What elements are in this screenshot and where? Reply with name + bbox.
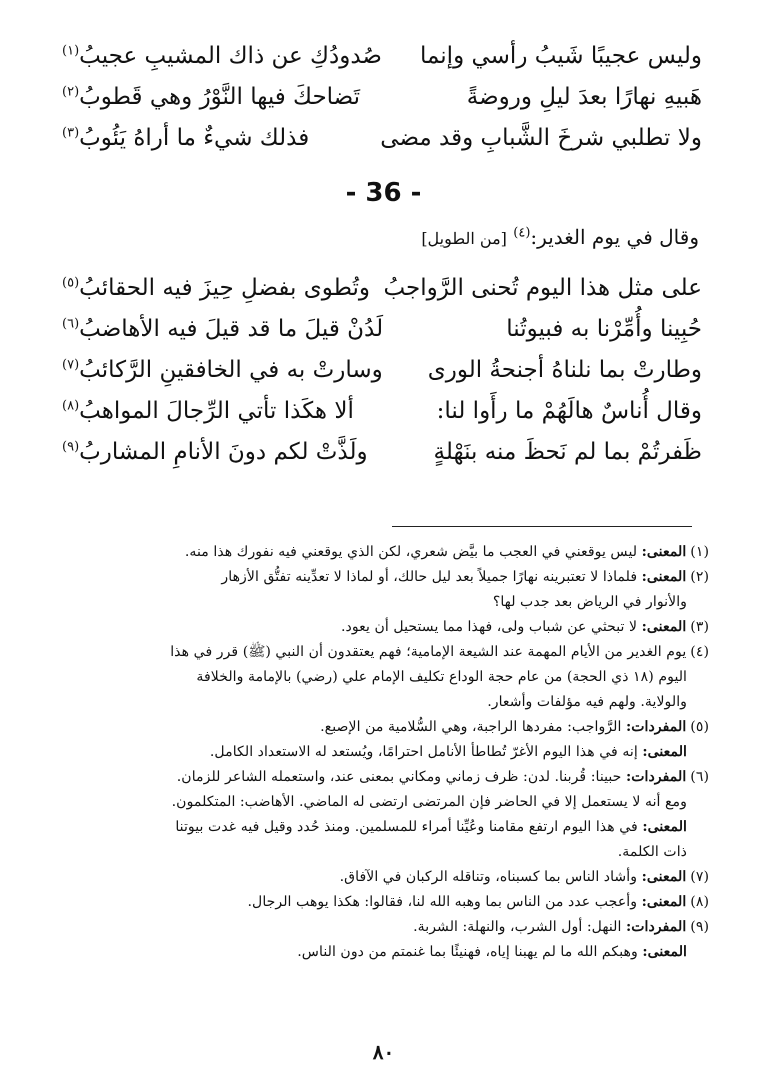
verse: [62, 311, 702, 352]
footnote-text: في هذا اليوم ارتفع مقامنا وعُيِّنا أمراء للمسلمين. ومنذ حُدد وقيل فيه غدت بيوتنا: [175, 819, 638, 835]
footnote-ref: (١): [62, 43, 80, 59]
footnote-ref: (٥): [62, 275, 80, 291]
footnote-ref: (٨): [62, 398, 80, 414]
footnote-text: لا تبحثي عن شباب ولى، فهذا مما يستحيل أن يعود.: [341, 619, 638, 635]
footnote-text: ليس يوقعني في العجب ما بيَّض شعري، لكن الذي يوقعني فيه نفورك هذا منه.: [184, 544, 638, 560]
footnote-ref: (٩): [62, 439, 80, 455]
footnote-continuation: [59, 790, 709, 815]
footnote-text: ذات الكلمة.: [617, 844, 687, 860]
hemistich-second: [62, 311, 392, 347]
footnote-text: اليوم (١٨ ذي الحجة) من عام حجة الوداع تكليف الإمام علي (رضي) بالإمامة والخلافة: [196, 669, 687, 685]
footnote: [59, 890, 709, 915]
footnote: [59, 540, 709, 565]
footnote-number: (٦): [690, 769, 709, 785]
verse: [62, 120, 702, 161]
footnote-continuation: [59, 840, 709, 865]
footnote-number: (٥): [690, 719, 709, 735]
footnote-label: المعنى:: [641, 869, 687, 885]
footnote-text: ومع أنه لا يستعمل إلا في الحاضر فإن المرتضى ارتضى له الماضي. الأهاضب: المتكلمون.: [171, 794, 687, 810]
footnote-ref: (٣): [62, 125, 80, 141]
verses-top: [62, 38, 702, 161]
hemistich-second: [62, 352, 392, 388]
hemistich-text: ولَذَّتْ لكم دونَ الأنامِ المشاربُ: [79, 439, 368, 465]
footnote-number: (٧): [690, 869, 709, 885]
footnote-label: المعنى:: [641, 894, 687, 910]
footnote: [59, 615, 709, 640]
footnote-ref: (٤): [513, 225, 531, 241]
hemistich-second: [62, 120, 392, 156]
hemistich-text: وتُطوى بفضلِ حِيزَ فيه الحقائبُ: [79, 275, 371, 301]
footnote-label: المعنى:: [642, 944, 687, 960]
footnote-label: المفردات:: [625, 919, 687, 935]
page-number: ٨٠: [372, 1040, 395, 1064]
footnote-text: يوم الغدير من الأيام المهمة عند الشيعة الإمامية؛ فهم يعتقدون أن النبي (ﷺ) قرر في هذا: [170, 644, 687, 660]
footnote-number: (٢): [690, 569, 709, 585]
verses-main: [62, 270, 702, 475]
footnote-label: المفردات:: [625, 719, 687, 735]
footnote: [59, 915, 709, 940]
footnote-text: وهبكم الله ما لم يهبنا إياه، فهنيئًا بما غنمتم من دون الناس.: [297, 944, 638, 960]
hemistich-first: ظَفرتُمْ بما لم نَحظَ منه بنَهْلةٍ: [433, 439, 702, 465]
meter-label: [من الطويل]: [421, 229, 507, 248]
footnote-label: المعنى:: [642, 744, 687, 760]
hemistich-second: [62, 393, 392, 429]
footnote-label: المعنى:: [641, 569, 687, 585]
footnote-label: المعنى:: [641, 544, 687, 560]
hemistich-text: ألا هكَذا تأتي الرِّجالَ المواهبُ: [79, 398, 354, 424]
footnote-ref: (٢): [62, 84, 80, 100]
verse: [62, 270, 702, 311]
footnote-number: (٣): [690, 619, 709, 635]
footnote-text: الرَّواجب: مفردها الراجبة، وهي السُّلامية من الإصبع.: [320, 719, 622, 735]
footnote-continuation: [59, 740, 709, 765]
footnote-text: فلماذا لا تعتبرينه نهارًا جميلاً بعد ليل حالك، أو لماذا لا تعدِّينه تفتُّق الأزهار: [221, 569, 638, 585]
footnote-text: النهل: أول الشرب، والنهلة: الشربة.: [413, 919, 622, 935]
footnote-text: والولاية. ولهم فيه مؤلفات وأشعار.: [487, 694, 687, 710]
verse: [62, 38, 702, 79]
footnote-text: حبينا: قُربنا. لدن: ظرف زماني ومكاني بمعنى عند، واستعمله الشاعر للزمان.: [176, 769, 622, 785]
verse: [62, 79, 702, 120]
footnote: [59, 865, 709, 890]
hemistich-text: لَدُنْ قيلَ ما قد قيلَ فيه الأهاضبُ: [79, 316, 384, 342]
footnotes: [59, 540, 709, 965]
footnote-continuation: [59, 940, 709, 965]
footnote-number: (٩): [690, 919, 709, 935]
footnote-number: (٤): [690, 644, 709, 660]
hemistich-first: على مثل هذا اليوم تُحنى الرَّواجبُ: [383, 275, 702, 301]
hemistich-second: [62, 434, 392, 470]
hemistich-text: صُدودُكِ عن ذاك المشيبِ عجيبُ: [79, 43, 382, 69]
hemistich-text: تَضاحكَ فيها النَّوْرُ وهي قَطوبُ: [79, 84, 361, 110]
footnote: [59, 640, 709, 665]
intro-text: وقال في يوم الغدير:: [530, 225, 699, 249]
footnote-label: المعنى:: [641, 619, 687, 635]
footnote: [59, 565, 709, 590]
footnote-number: (٨): [690, 894, 709, 910]
poem-number: - 36 -: [345, 178, 422, 208]
footnote-text: وأعجب عدد من الناس بما وهبه الله لنا، فقالوا: هكذا يوهب الرجال.: [247, 894, 638, 910]
footnote-continuation: [59, 815, 709, 840]
hemistich-second: [62, 38, 392, 74]
hemistich-second: [62, 270, 392, 306]
hemistich-text: وسارتْ به في الخافقينِ الرَّكائبُ: [79, 357, 383, 383]
hemistich-first: ولا تطلبي شرخَ الشَّبابِ وقد مضى: [380, 125, 702, 151]
hemistich-first: وطارتْ بما نلناهُ أجنحةُ الورى: [427, 357, 702, 383]
footnote-ref: (٧): [62, 357, 80, 373]
hemistich-first: هَبيهِ نهارًا بعدَ ليلِ وروضةً: [466, 84, 702, 110]
footnote-text: إنه في هذا اليوم الأغرّ تُطاطأ الأنامل احترامًا، ويُستعد له الاستعداد الكامل.: [209, 744, 638, 760]
hemistich-text: فذلك شيءٌ ما أراهُ يَئُوبُ: [79, 125, 310, 151]
hemistich-first: وقال أُناسٌ هالَهُمْ ما رأَوا لنا:: [436, 398, 702, 424]
verse: [62, 434, 702, 475]
footnote: [59, 765, 709, 790]
verse: [62, 393, 702, 434]
footnote: [59, 715, 709, 740]
poem-intro: [421, 225, 699, 249]
footnote-ref: (٦): [62, 316, 80, 332]
footnote-text: وأشاد الناس بما كسبناه، وتناقله الركبان في الآفاق.: [339, 869, 638, 885]
hemistich-first: وليس عجيبًا شَيبُ رأسي وإنما: [419, 43, 702, 69]
footnote-continuation: [59, 590, 709, 615]
footnote-divider: [392, 526, 692, 527]
hemistich-second: [62, 79, 392, 115]
footnote-continuation: [59, 690, 709, 715]
footnote-label: المفردات:: [625, 769, 687, 785]
footnote-text: والأنوار في الرياض بعد جدب لها؟: [492, 594, 687, 610]
footnote-number: (١): [690, 544, 709, 560]
verse: [62, 352, 702, 393]
hemistich-first: حُبِينا وأُمِّرْنا به فبيوتُنا: [506, 316, 702, 342]
footnote-label: المعنى:: [642, 819, 687, 835]
footnote-continuation: [59, 665, 709, 690]
